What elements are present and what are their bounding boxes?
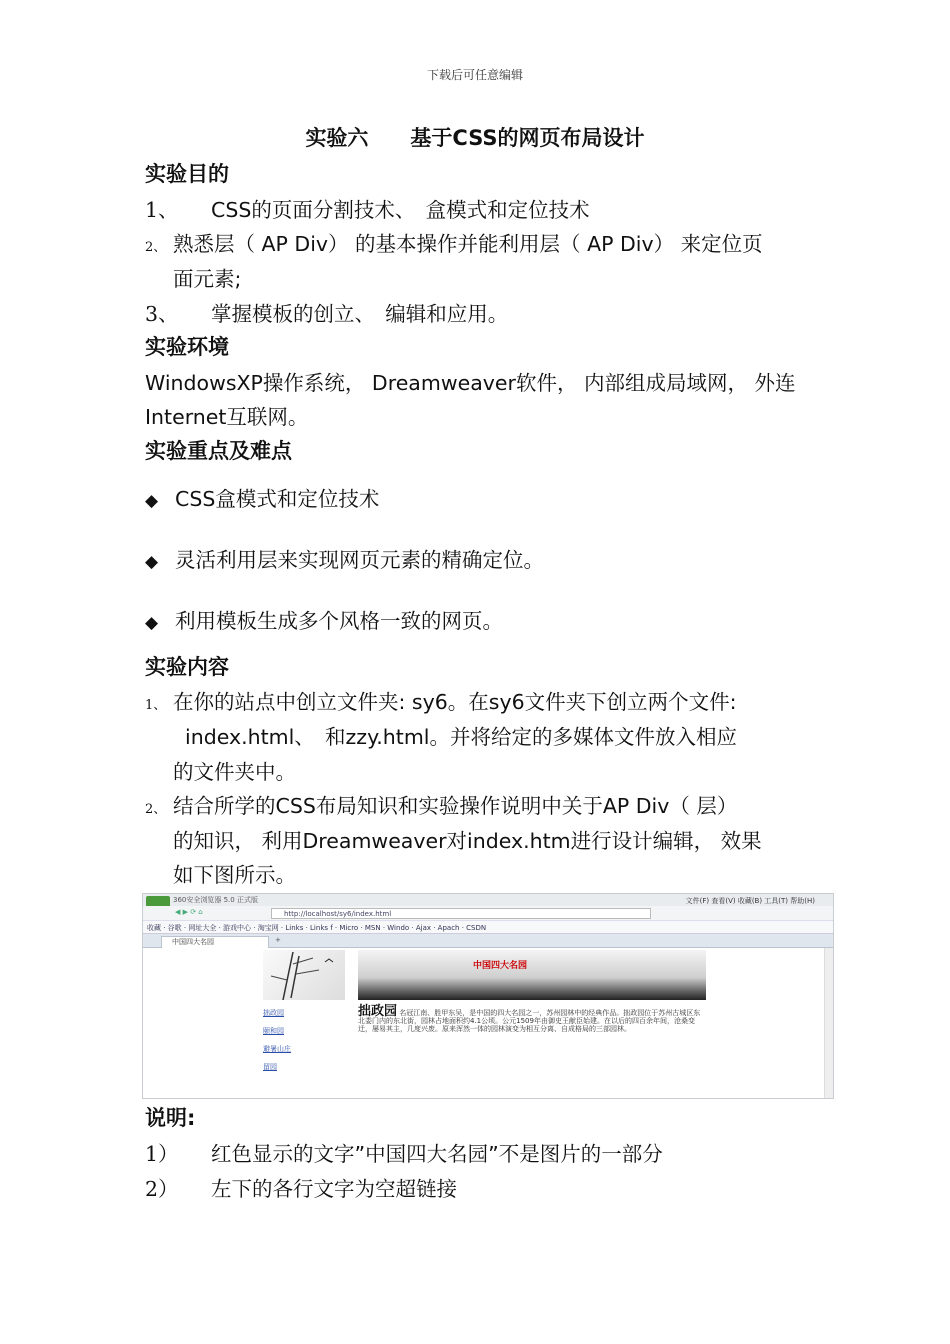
content-item-2-line-3: 如下图所示。 bbox=[173, 863, 296, 887]
browser-window-title: 360安全浏览器 5.0 正式版 bbox=[173, 896, 258, 904]
key-point-1 bbox=[145, 482, 379, 512]
content-item-1-line-2: index.html、 和zzy.html。并将给定的多媒体文件放入相应 bbox=[185, 725, 737, 749]
item-number: 1） bbox=[145, 1142, 179, 1166]
document-title: 实验六 基于CSS的网页布局设计 bbox=[305, 126, 645, 150]
garden-links bbox=[263, 1008, 291, 1080]
key-point-2 bbox=[145, 543, 544, 573]
diamond-bullet-icon: ◆ bbox=[145, 552, 159, 572]
item-text: 掌握模板的创立、 编辑和应用。 bbox=[211, 302, 509, 326]
environment-line-2: Internet互联网。 bbox=[145, 405, 309, 429]
browser-page-content bbox=[143, 948, 833, 1099]
item-number: 3、 bbox=[145, 302, 179, 326]
content-item-2-line-2: 的知识， 利用Dreamweaver对index.htm进行设计编辑， 效果 bbox=[173, 829, 762, 853]
browser-titlebar bbox=[143, 894, 833, 906]
browser-address-bar bbox=[143, 906, 833, 921]
garden-link: 拙政园 bbox=[263, 1009, 284, 1017]
heading-key-points: 实验重点及难点 bbox=[145, 439, 292, 463]
purpose-item-1 bbox=[145, 193, 590, 223]
item-number: 2、 bbox=[145, 240, 167, 255]
banner-landscape-image bbox=[358, 950, 706, 1000]
item-text: 左下的各行文字为空超链接 bbox=[211, 1177, 457, 1201]
heading-environment: 实验环境 bbox=[145, 335, 229, 359]
browser-favorites-bar bbox=[143, 921, 833, 934]
heading-notes: 说明: bbox=[145, 1106, 196, 1130]
bamboo-drawing bbox=[263, 950, 345, 1000]
key-point-3 bbox=[145, 604, 503, 634]
environment-line-1: WindowsXP操作系统， Dreamweaver软件， 内部组成局域网， 外连 bbox=[145, 371, 796, 395]
header-note: 下载后可任意编辑 bbox=[426, 68, 523, 82]
item-text: CSS的页面分割技术、 盒模式和定位技术 bbox=[211, 198, 590, 222]
favorites-text: 收藏 · 谷歌 · 网址大全 · 游戏中心 · 淘宝网 · Links · Links f · Micro · MSN · Windo · Ajax · Apach · CSDN bbox=[147, 924, 487, 932]
heading-purpose: 实验目的 bbox=[145, 162, 229, 186]
content-item-2 bbox=[145, 789, 737, 819]
browser-menu: 文件(F) 查看(V) 收藏(B) 工具(T) 帮助(H) bbox=[685, 897, 815, 905]
garden-section bbox=[358, 1004, 706, 1033]
key-point-text: 利用模板生成多个风格一致的网页。 bbox=[175, 609, 503, 633]
garden-link: 留园 bbox=[263, 1063, 277, 1071]
item-number: 1、 bbox=[145, 198, 179, 222]
note-item-2 bbox=[145, 1172, 457, 1202]
content-item-1 bbox=[145, 685, 737, 715]
garden-link: 避暑山庄 bbox=[263, 1045, 291, 1053]
purpose-item-3 bbox=[145, 297, 508, 327]
item-text: 在你的站点中创立文件夹: sy6。在sy6文件夹下创立两个文件: bbox=[173, 690, 737, 714]
key-point-text: 灵活利用层来实现网页元素的精确定位。 bbox=[175, 548, 544, 572]
heading-content: 实验内容 bbox=[145, 655, 229, 679]
browser-tab-bar bbox=[143, 934, 833, 948]
item-number: 2） bbox=[145, 1177, 179, 1201]
item-text: 结合所学的CSS布局知识和实验操作说明中关于AP Div（ 层） bbox=[173, 794, 738, 818]
nav-arrows-icon: ◀ ▶ ⟳ ⌂ bbox=[175, 908, 203, 916]
item-text: 红色显示的文字”中国四大名园”不是图片的一部分 bbox=[211, 1142, 663, 1166]
purpose-item-2-cont: 面元素; bbox=[173, 267, 242, 291]
browser-scrollbar bbox=[824, 948, 833, 1099]
garden-link: 颐和园 bbox=[263, 1027, 284, 1035]
garden-section-text: 名冠江南、胜甲东吴，是中国的四大名园之一，苏州园林中的经典作品。拙政园位于苏州古城区东北娄门内的东北街，园林占地面积约4.1公顷。公元1509年由御史王献臣始建。在以后的四百余年间，沧桑变迁，屡易其主，几度兴废。原来浑然一体的园林演变为相互分离、自成格局的三部园林。 bbox=[358, 1009, 701, 1033]
garden-section-title: 拙政园 bbox=[358, 1004, 398, 1019]
diamond-bullet-icon: ◆ bbox=[145, 613, 159, 633]
purpose-item-2 bbox=[145, 227, 763, 257]
diamond-bullet-icon: ◆ bbox=[145, 491, 159, 511]
note-item-1 bbox=[145, 1137, 663, 1167]
browser-url-field: http://localhost/sy6/index.html bbox=[271, 908, 651, 919]
content-item-1-line-3: 的文件夹中。 bbox=[173, 760, 296, 784]
banner-title: 中国四大名园 bbox=[473, 961, 528, 971]
new-tab-icon: + bbox=[275, 936, 281, 944]
item-number: 1、 bbox=[145, 698, 167, 713]
item-text: 熟悉层（ AP Div） 的基本操作并能利用层（ AP Div） 来定位页 bbox=[173, 232, 763, 256]
browser-tab: 中国四大名园 bbox=[161, 936, 269, 948]
bamboo-painting-image bbox=[263, 950, 345, 1000]
item-number: 2、 bbox=[145, 802, 167, 817]
browser-screenshot-figure bbox=[142, 893, 834, 1099]
key-point-text: CSS盒模式和定位技术 bbox=[175, 487, 380, 511]
